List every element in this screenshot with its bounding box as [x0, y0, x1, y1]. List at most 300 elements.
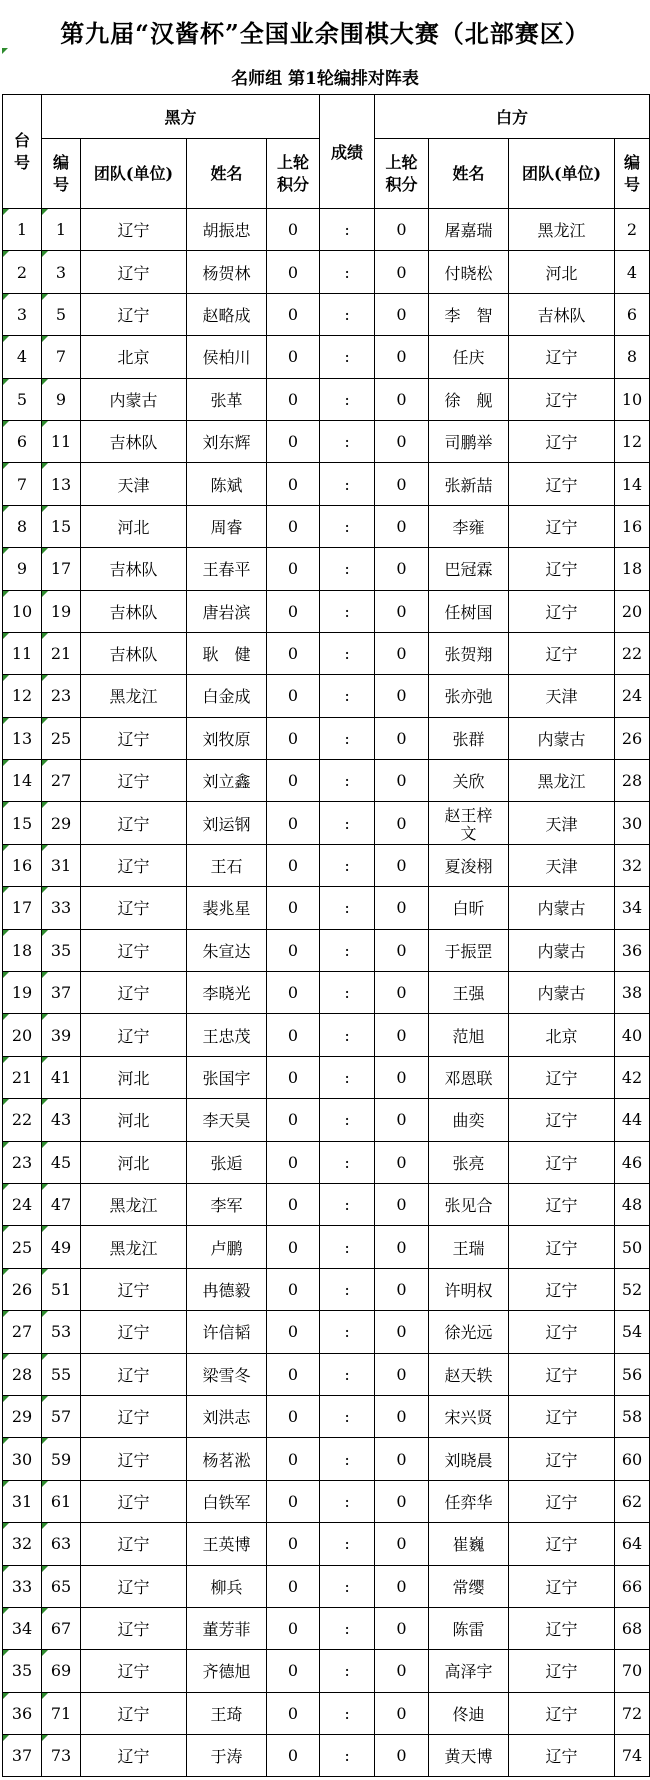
result-cell-text: :: [344, 1576, 350, 1596]
black-prev-score-cell: [267, 1650, 320, 1692]
cell-marker-icon: [42, 591, 48, 597]
white-prev-score-cell-text: 0: [396, 1576, 407, 1596]
white-team-cell: [509, 1565, 615, 1607]
black-prev-score-cell-text: 0: [287, 1746, 299, 1766]
black-name-cell-text: 周睿: [210, 517, 243, 537]
cell-marker-icon: [3, 506, 9, 512]
white-prev-score-cell: [375, 293, 429, 335]
white-prev-score-cell-text: 0: [396, 1449, 407, 1469]
white-prev-score-cell-text: 0: [396, 1746, 407, 1766]
white-number-cell: [615, 1183, 650, 1225]
black-name-cell-text: 唐岩滨: [202, 602, 251, 622]
black-name-cell-text: 董芳菲: [202, 1620, 251, 1640]
black-prev-score-cell-text: 0: [287, 1534, 299, 1554]
white-prev-score-cell-text: 0: [396, 1279, 407, 1299]
black-number-cell: [42, 1099, 81, 1141]
white-name-cell: [429, 1692, 509, 1734]
white-number-cell-text: 44: [621, 1110, 643, 1130]
black-name-cell-text: 柳兵: [210, 1577, 243, 1597]
cell-marker-icon: [3, 251, 9, 257]
result-cell: [320, 802, 375, 844]
table-row: [3, 505, 650, 547]
black-name-cell-text: 王石: [210, 857, 243, 877]
white-prev-score-cell-text: 0: [396, 1195, 407, 1215]
white-prev-score-cell-text: 0: [396, 1364, 407, 1384]
header-white-no: 编号: [615, 139, 650, 209]
black-team-cell: [81, 1438, 187, 1480]
white-team-cell-text: 辽宁: [545, 1662, 578, 1682]
cell-marker-icon: [3, 718, 9, 724]
black-prev-score-cell: [267, 548, 320, 590]
result-cell: [320, 1268, 375, 1310]
white-number-cell-text: 62: [621, 1491, 643, 1511]
result-cell-text: :: [344, 644, 350, 664]
cell-marker-icon: [42, 1057, 48, 1063]
table-row: [3, 1183, 650, 1225]
black-prev-score-cell-text: 0: [287, 1619, 299, 1639]
white-name-cell: [429, 548, 509, 590]
white-number-cell-text: 36: [621, 940, 643, 960]
white-name-cell: [429, 929, 509, 971]
white-name-cell-text: 范旭: [452, 1026, 485, 1046]
black-team-cell: [81, 1183, 187, 1225]
white-name-cell-text: 李 智: [444, 305, 493, 325]
black-name-cell: [187, 463, 267, 505]
result-cell: [320, 1183, 375, 1225]
black-name-cell: [187, 1226, 267, 1268]
black-team-cell-text: 吉林队: [109, 433, 158, 453]
result-cell: [320, 632, 375, 674]
white-name-cell: [429, 293, 509, 335]
black-prev-score-cell-text: 0: [287, 1068, 299, 1087]
white-number-cell-text: 18: [621, 559, 643, 579]
white-number-cell-text: 22: [621, 644, 643, 664]
black-team-cell: [81, 1692, 187, 1734]
white-team-cell-text: 辽宁: [545, 1450, 578, 1470]
black-name-cell-text: 王英博: [202, 1535, 251, 1555]
result-cell-text: :: [344, 516, 350, 536]
result-cell: [320, 1480, 375, 1522]
black-prev-score-cell-text: 0: [287, 1661, 299, 1681]
table-number-cell-text: 10: [11, 601, 33, 621]
result-cell: [320, 293, 375, 335]
white-prev-score-cell: [375, 548, 429, 590]
black-team-cell-text: 吉林队: [109, 602, 158, 622]
black-number-cell: [42, 887, 81, 929]
black-name-cell-text: 杨茗淞: [202, 1450, 251, 1470]
black-name-cell: [187, 1268, 267, 1310]
cell-marker-icon: [42, 1269, 48, 1275]
black-name-cell: [187, 1565, 267, 1607]
white-team-cell-text: 辽宁: [545, 1111, 578, 1131]
table-number-cell-text: 30: [11, 1449, 33, 1469]
black-name-cell: [187, 505, 267, 547]
black-name-cell-text: 许信韬: [202, 1323, 251, 1343]
white-number-cell-text: 12: [621, 432, 643, 452]
white-team-cell-text: 黑龙江: [537, 772, 586, 792]
table-number-cell-text: 20: [11, 1025, 33, 1045]
table-row: [3, 1014, 650, 1056]
white-prev-score-cell: [375, 632, 429, 674]
black-name-cell: [187, 1650, 267, 1692]
black-name-cell-text: 李军: [210, 1196, 243, 1216]
black-prev-score-cell-text: 0: [287, 1322, 299, 1342]
white-number-cell: [615, 505, 650, 547]
header-white-team: 团队(单位): [509, 139, 615, 209]
white-prev-score-cell-text: 0: [396, 940, 407, 960]
header-black: 黑方: [42, 95, 320, 139]
white-prev-score-cell-text: 0: [396, 1025, 407, 1045]
black-prev-score-cell-text: 0: [287, 432, 299, 452]
black-team-cell-text: 辽宁: [117, 814, 150, 834]
black-team-cell-text: 内蒙古: [109, 390, 158, 410]
black-number-cell-text: 37: [50, 983, 72, 1003]
table-number-cell: [3, 463, 42, 505]
black-prev-score-cell: [267, 1141, 320, 1183]
black-number-cell-text: 67: [50, 1619, 72, 1639]
cell-marker-icon: [3, 1057, 9, 1063]
white-number-cell-text: 6: [626, 304, 638, 324]
black-team-cell-text: 河北: [117, 1153, 150, 1173]
white-name-cell-text: 曲奕: [452, 1111, 485, 1131]
white-name-cell: [429, 1607, 509, 1649]
white-prev-score-cell-text: 0: [396, 220, 407, 240]
table-row: [3, 336, 650, 378]
white-name-cell: [429, 972, 509, 1014]
black-number-cell: [42, 1395, 81, 1437]
white-team-cell-text: 辽宁: [545, 1153, 578, 1173]
black-team-cell-text: 天津: [117, 475, 150, 495]
white-team-cell: [509, 929, 615, 971]
result-cell-text: :: [344, 304, 350, 324]
white-number-cell-text: 26: [621, 728, 643, 748]
white-prev-score-cell-text: 0: [396, 771, 407, 791]
white-number-cell: [615, 1480, 650, 1522]
black-prev-score-cell-text: 0: [287, 771, 299, 791]
white-number-cell: [615, 1353, 650, 1395]
table-number-cell: [3, 378, 42, 420]
black-prev-score-cell: [267, 1523, 320, 1565]
result-cell-text: :: [344, 1025, 350, 1045]
white-team-cell: [509, 1141, 615, 1183]
white-team-cell: [509, 463, 615, 505]
table-number-cell: [3, 1692, 42, 1734]
result-cell-text: :: [344, 1237, 350, 1257]
black-number-cell-text: 43: [50, 1110, 72, 1130]
result-cell: [320, 378, 375, 420]
black-prev-score-cell: [267, 1226, 320, 1268]
black-name-cell-text: 李天昊: [202, 1111, 251, 1131]
white-prev-score-cell: [375, 675, 429, 717]
white-team-cell: [509, 1692, 615, 1734]
black-name-cell: [187, 1480, 267, 1522]
black-prev-score-cell: [267, 293, 320, 335]
black-team-cell: [81, 590, 187, 632]
black-name-cell-text: 于涛: [210, 1747, 243, 1767]
black-name-cell: [187, 590, 267, 632]
table-number-cell: [3, 1226, 42, 1268]
black-prev-score-cell: [267, 1311, 320, 1353]
black-team-cell: [81, 1565, 187, 1607]
table-row: [3, 1650, 650, 1692]
result-cell: [320, 336, 375, 378]
white-name-cell: [429, 251, 509, 293]
result-cell-text: :: [344, 474, 350, 494]
table-number-cell-text: 5: [16, 389, 28, 409]
black-name-cell: [187, 632, 267, 674]
black-prev-score-cell: [267, 590, 320, 632]
white-prev-score-cell: [375, 929, 429, 971]
cell-marker-icon: [42, 1311, 48, 1317]
black-prev-score-cell: [267, 1014, 320, 1056]
white-team-cell: [509, 293, 615, 335]
black-number-cell: [42, 1480, 81, 1522]
white-prev-score-cell-text: 0: [396, 1703, 407, 1723]
black-team-cell-text: 辽宁: [117, 1408, 150, 1428]
result-cell-text: :: [344, 1534, 350, 1554]
table-number-cell-text: 1: [16, 220, 28, 240]
black-name-cell-text: 白铁军: [202, 1492, 251, 1512]
result-cell-text: :: [344, 728, 350, 748]
cell-marker-icon: [42, 1142, 48, 1148]
white-name-cell: [429, 1141, 509, 1183]
black-number-cell-text: 3: [55, 262, 67, 282]
cell-marker-icon: [3, 294, 9, 300]
black-prev-score-cell-text: 0: [287, 347, 299, 367]
white-number-cell: [615, 1141, 650, 1183]
white-name-cell-text: 张贺翔: [444, 645, 493, 665]
black-team-cell: [81, 929, 187, 971]
white-prev-score-cell: [375, 887, 429, 929]
black-team-cell-text: 辽宁: [117, 1704, 150, 1724]
table-number-cell-text: 15: [11, 813, 33, 833]
table-number-cell-text: 37: [11, 1746, 33, 1766]
table-number-cell: [3, 1438, 42, 1480]
black-name-cell: [187, 887, 267, 929]
black-team-cell: [81, 972, 187, 1014]
white-prev-score-cell: [375, 1565, 429, 1607]
black-prev-score-cell-text: 0: [287, 1279, 299, 1299]
table-row: [3, 590, 650, 632]
cell-marker-icon: [42, 1735, 48, 1741]
table-number-cell: [3, 1395, 42, 1437]
black-number-cell: [42, 1226, 81, 1268]
white-number-cell: [615, 1311, 650, 1353]
page-title: 第九届“汉酱杯”全国业余围棋大赛（北部赛区）: [60, 19, 590, 48]
result-cell-text: :: [344, 983, 350, 1003]
table-row: [3, 717, 650, 759]
white-prev-score-cell-text: 0: [396, 601, 407, 621]
black-name-cell: [187, 336, 267, 378]
white-name-cell-text: 夏浚栩: [444, 857, 493, 877]
result-cell: [320, 1311, 375, 1353]
white-team-cell-text: 辽宁: [545, 433, 578, 453]
white-name-cell-text: 付晓松: [444, 263, 493, 283]
white-team-cell: [509, 251, 615, 293]
table-number-cell: [3, 972, 42, 1014]
table-number-cell: [3, 1099, 42, 1141]
table-row: [3, 929, 650, 971]
black-team-cell-text: 辽宁: [117, 1026, 150, 1046]
cell-marker-icon: [3, 633, 9, 639]
black-number-cell-text: 51: [50, 1279, 72, 1299]
white-name-cell-text: 徐光远: [444, 1323, 493, 1343]
white-number-cell: [615, 675, 650, 717]
black-team-cell: [81, 420, 187, 462]
cell-marker-icon: [42, 1566, 48, 1572]
white-number-cell: [615, 1650, 650, 1692]
black-team-cell: [81, 548, 187, 590]
table-number-cell: [3, 675, 42, 717]
black-prev-score-cell-text: 0: [287, 262, 299, 282]
white-name-cell: [429, 1438, 509, 1480]
black-name-cell-text: 卢鹏: [210, 1238, 243, 1258]
black-name-cell-text: 侯柏川: [202, 348, 251, 368]
white-team-cell: [509, 1438, 615, 1480]
white-number-cell: [615, 336, 650, 378]
white-name-cell-text: 王瑞: [452, 1238, 485, 1258]
black-name-cell: [187, 378, 267, 420]
black-name-cell: [187, 717, 267, 759]
black-team-cell-text: 辽宁: [117, 1662, 150, 1682]
black-prev-score-cell: [267, 887, 320, 929]
white-name-cell: [429, 1226, 509, 1268]
table-number-cell: [3, 590, 42, 632]
white-prev-score-cell: [375, 717, 429, 759]
white-number-cell-text: 70: [621, 1661, 643, 1681]
cell-marker-icon: [3, 1523, 9, 1529]
black-name-cell: [187, 1099, 267, 1141]
black-team-cell: [81, 802, 187, 844]
black-number-cell-text: 5: [55, 304, 67, 324]
black-number-cell: [42, 1735, 81, 1777]
black-number-cell: [42, 717, 81, 759]
white-prev-score-cell: [375, 1141, 429, 1183]
white-number-cell: [615, 1056, 650, 1098]
white-name-cell: [429, 505, 509, 547]
result-cell-text: :: [344, 432, 350, 452]
table-number-cell: [3, 1523, 42, 1565]
white-number-cell: [615, 929, 650, 971]
black-prev-score-cell-text: 0: [287, 601, 299, 621]
black-team-cell: [81, 1395, 187, 1437]
cell-marker-icon: [42, 972, 48, 978]
white-team-cell-text: 天津: [545, 857, 578, 877]
black-prev-score-cell-text: 0: [287, 1703, 299, 1723]
cell-marker-icon: [3, 675, 9, 681]
table-row: [3, 209, 650, 251]
black-number-cell: [42, 1141, 81, 1183]
white-team-cell-text: 辽宁: [545, 1069, 578, 1088]
white-prev-score-cell: [375, 1607, 429, 1649]
table-number-cell: [3, 802, 42, 844]
black-prev-score-cell-text: 0: [287, 1576, 299, 1596]
black-number-cell-text: 1: [55, 220, 67, 240]
black-prev-score-cell: [267, 1395, 320, 1437]
cell-marker-icon: [3, 1014, 9, 1020]
white-number-cell: [615, 760, 650, 802]
black-team-cell-text: 黑龙江: [109, 687, 158, 707]
black-team-cell: [81, 1268, 187, 1310]
white-team-cell: [509, 632, 615, 674]
table-number-cell: [3, 1311, 42, 1353]
black-team-cell-text: 辽宁: [117, 1535, 150, 1555]
white-prev-score-cell-text: 0: [396, 1322, 407, 1342]
result-cell-text: :: [344, 1110, 350, 1130]
black-team-cell: [81, 1607, 187, 1649]
page-subtitle: 名师组 第1轮编排对阵表: [231, 69, 419, 89]
header-black-name: 姓名: [187, 139, 267, 209]
white-prev-score-cell-text: 0: [396, 856, 407, 876]
black-name-cell-text: 张革: [210, 390, 243, 410]
cell-marker-icon: [3, 1269, 9, 1275]
table-row: [3, 1141, 650, 1183]
white-name-cell-text: 李雍: [452, 517, 485, 537]
black-number-cell-text: 33: [50, 898, 72, 918]
black-team-cell-text: 辽宁: [117, 1492, 150, 1512]
black-prev-score-cell: [267, 336, 320, 378]
cell-marker-icon: [42, 548, 48, 554]
result-cell: [320, 1395, 375, 1437]
black-number-cell: [42, 1014, 81, 1056]
black-prev-score-cell: [267, 1268, 320, 1310]
black-team-cell: [81, 1099, 187, 1141]
black-prev-score-cell-text: 0: [287, 559, 299, 579]
white-name-cell: [429, 1565, 509, 1607]
white-team-cell-text: 内蒙古: [537, 729, 586, 749]
white-number-cell-text: 34: [621, 898, 643, 918]
black-team-cell: [81, 1523, 187, 1565]
white-number-cell-text: 60: [621, 1449, 643, 1469]
black-prev-score-cell-text: 0: [287, 686, 299, 706]
black-team-cell-text: 辽宁: [117, 941, 150, 961]
black-team-cell-text: 黑龙江: [109, 1196, 158, 1216]
white-name-cell: [429, 1650, 509, 1692]
result-cell-text: :: [344, 1195, 350, 1215]
cell-marker-icon: [3, 1693, 9, 1699]
cell-marker-icon: [3, 1226, 9, 1232]
black-name-cell-text: 朱宣达: [202, 941, 251, 961]
cell-marker-icon: [3, 336, 9, 342]
table-row: [3, 1480, 650, 1522]
cell-marker-icon: [2, 48, 8, 54]
result-cell: [320, 844, 375, 886]
result-cell: [320, 1014, 375, 1056]
black-name-cell-text: 刘立鑫: [202, 772, 251, 792]
black-team-cell: [81, 251, 187, 293]
cell-marker-icon: [42, 1226, 48, 1232]
black-team-cell-text: 河北: [117, 1111, 150, 1131]
white-name-cell-text: 张亮: [452, 1153, 485, 1173]
black-number-cell: [42, 972, 81, 1014]
white-prev-score-cell-text: 0: [396, 813, 407, 833]
white-prev-score-cell-text: 0: [396, 389, 407, 409]
black-number-cell: [42, 1311, 81, 1353]
result-cell: [320, 1735, 375, 1777]
white-team-cell: [509, 844, 615, 886]
white-name-cell: [429, 590, 509, 632]
white-prev-score-cell-text: 0: [396, 516, 407, 536]
white-name-cell-text: 张见合: [444, 1196, 493, 1216]
cell-marker-icon: [42, 1650, 48, 1656]
table-row: [3, 887, 650, 929]
white-prev-score-cell: [375, 1226, 429, 1268]
cell-marker-icon: [42, 1184, 48, 1190]
black-prev-score-cell: [267, 1056, 320, 1098]
white-number-cell-text: 20: [621, 601, 643, 621]
white-name-cell: [429, 1311, 509, 1353]
black-number-cell: [42, 1438, 81, 1480]
